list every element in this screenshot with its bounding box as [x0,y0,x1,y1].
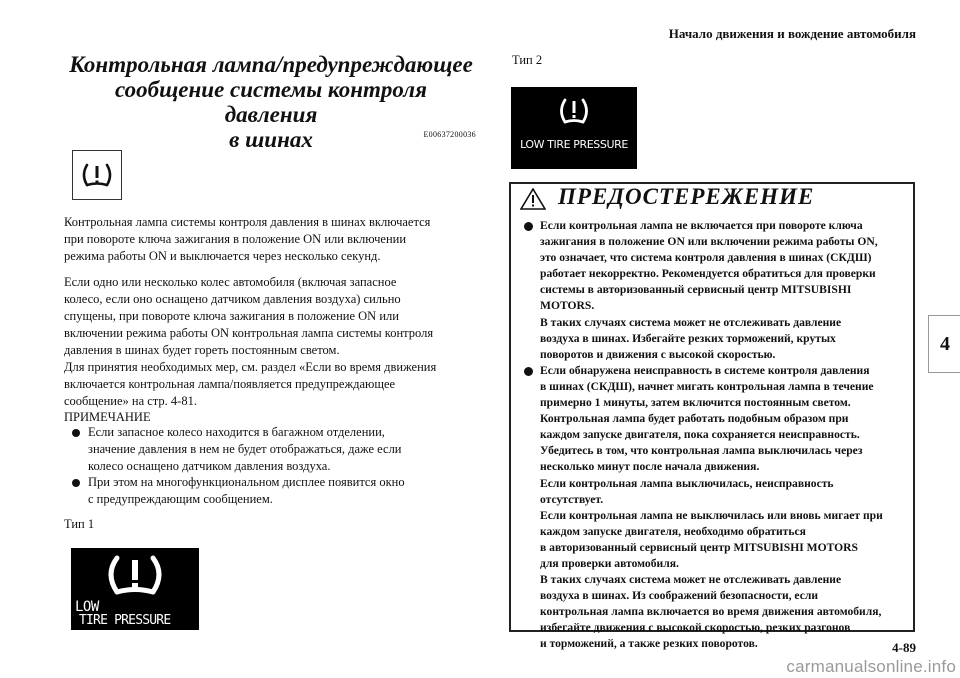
text-line: Если контрольная лампа не выключилась или вновь мигает при [540,508,883,522]
text-line: это означает, что система контроля давления в шинах (СКДШ) [540,251,872,265]
text-line: значение давления в нем не будет отображаться, даже если [88,442,402,456]
document-code: E00637200036 [423,130,476,139]
chapter-tab: 4 [928,315,960,373]
text-line: включении режима работы ON контрольная лампа системы контроля [64,326,434,340]
text-line: для проверки автомобиля. [540,556,679,570]
text-line: примерно 1 минуты, затем включится постоянным светом. [540,396,851,410]
heading-line: Контрольная лампа/предупреждающее [69,52,473,77]
text-line: В таких случаях система может не отслеживать давление [540,573,842,587]
text-line: каждом запуске двигателя, пока сохраняется неисправность. [540,428,860,442]
text-line: с предупреждающим сообщением. [88,492,273,506]
text-line: Убедитесь в том, что контрольная лампа выключилась через [540,444,863,458]
note-heading: ПРИМЕЧАНИЕ [64,410,151,424]
heading-line: в шинах [229,127,313,152]
text-line: каждом запуске двигателя, необходимо обратиться [540,524,806,538]
note-bullet [72,424,472,475]
tpms-warning-icon [556,97,592,127]
note-bullet [72,474,472,508]
text-line: работает некорректно. Рекомендуется обратиться для проверки [540,267,876,281]
text-line: в шинах (СКДШ), начнет мигать контрольная лампа в течение [540,379,874,393]
text-line: колесо, если оно оснащено датчиком давления воздуха) сильно [64,292,401,306]
text-line: несколько минут после начала движения. [540,460,760,474]
text-line: воздуха в шинах. Из соображений безопасности, если [540,589,819,603]
bullet-dot [72,429,80,437]
display-text-line1: LOW [75,599,99,615]
warning-item [524,218,908,363]
text-line: контрольная лампа включается во время движения автомобиля, [540,605,882,619]
warning-list [524,218,908,653]
bullet-dot [524,367,533,376]
text-line: поворотов и движения с высокой скоростью. [540,347,776,361]
display-text: LOW TIRE PRESSURE [520,138,628,151]
heading-line: сообщение системы контроля давления [115,77,427,127]
text-line: Если контрольная лампа не включается при повороте ключа [540,219,863,232]
page-number: 4-89 [892,640,916,655]
warning-title: ПРЕДОСТЕРЕЖЕНИЕ [558,184,815,209]
display-text-line2: TIRE PRESSURE [79,613,171,628]
text-line: давления в шинах будет гореть постоянным светом. [64,343,340,357]
text-line: включается контрольная лампа/появляется предупреждающее [64,377,396,391]
text-line: сообщение» на стр. 4-81. [64,394,197,408]
text-line: В таких случаях система может не отслеживать давление [540,315,842,329]
text-line: Если одно или несколько колес автомобиля (включая запасное [64,275,397,289]
text-line: Для принятия необходимых мер, см. раздел «Если во время движения [64,360,437,374]
text-line: зажигания в положение ON или включении режима работы ON, [540,235,878,249]
tpms-warning-icon [101,552,169,600]
text-line: и торможений, а также резких поворотов. [540,637,758,651]
bullet-dot [72,479,80,487]
running-header: Начало движения и вождение автомобиля [668,26,916,41]
text-line: при повороте ключа зажигания в положение ON или включении [64,232,407,246]
paragraph-low-pressure [64,274,484,410]
text-line: Если обнаружена неисправность в системе контроля давления [540,363,870,377]
text-line: При этом на многофункциональном дисплее появится окно [88,475,405,489]
warning-item [524,363,908,653]
text-line: колесо оснащено датчиком давления воздуха. [88,459,331,473]
text-line: Если запасное колесо находится в багажном отделении, [88,425,385,439]
text-line: спущены, при повороте ключа зажигания в положение ON или [64,309,399,323]
type1-display [71,548,199,630]
type2-display [511,87,637,169]
type2-label: Тип 2 [512,53,543,67]
watermark: carmanualsonline.info [786,657,956,676]
warning-triangle-icon [520,188,546,210]
type1-label: Тип 1 [64,517,95,531]
text-line: воздуха в шинах. Избегайте резких торможений, крутых [540,331,836,345]
text-line: режима работы ON и выключается через несколько секунд. [64,249,381,263]
text-line: системы в авторизованный сервисный центр MITSUBISHI [540,283,852,297]
text-line: Если контрольная лампа выключилась, неисправность [540,476,834,490]
text-line: Контрольная лампа системы контроля давления в шинах включается [64,215,431,229]
text-line: в авторизованный сервисный центр MITSUBISHI MOTORS [540,540,858,554]
text-line: отсутствует. [540,492,604,506]
paragraph-lamp-on [64,214,484,265]
bullet-dot [524,222,533,231]
text-line: Контрольная лампа будет работать подобным образом при [540,412,849,426]
warning-header [520,184,910,212]
text-line: MOTORS. [540,299,595,313]
tpms-warning-icon [72,150,122,200]
text-line: избегайте движения с высокой скоростью, резких разгонов [540,621,851,635]
